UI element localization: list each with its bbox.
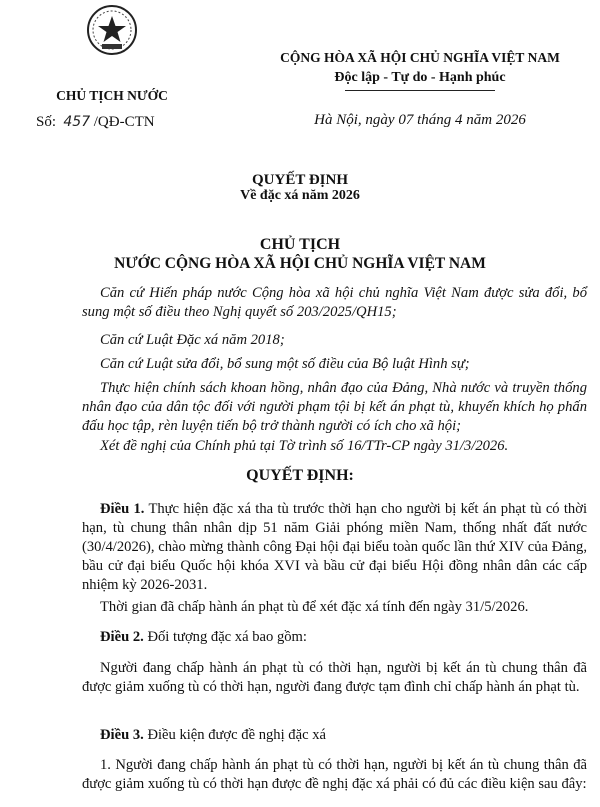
preamble-policy: Thực hiện chính sách khoan hồng, nhân đạo của Đảng, Nhà nước và truyền thống nhân đạo của dân tộc đối với người phạm tội bị kết án phạt tù, khuyến khích họ phấn đấu học tập, rèn luyện tiến bộ trở thành người có ích cho xã hội; [82, 380, 587, 434]
authority-country: NƯỚC CỘNG HÒA XÃ HỘI CHỦ NGHĨA VIỆT NAM [114, 255, 486, 272]
preamble-criminal-code: Căn cứ Luật sửa đổi, bổ sung một số điều của Bộ luật Hình sự; [100, 356, 470, 372]
article-3-text: Điều kiện được đề nghị đặc xá [147, 727, 326, 743]
issue-date [270, 112, 570, 129]
national-emblem-icon [86, 4, 138, 56]
nation-name: CỘNG HÒA XÃ HỘI CHỦ NGHĨA VIỆT NAM [280, 50, 560, 65]
date-prefix: Hà Nội, ngày [314, 112, 395, 128]
article-2-body: Người đang chấp hành án phạt tù có thời hạn, người bị kết án tù chung thân đã được giảm xuống tù có thời hạn, người đang được tạm đình chỉ chấp hành án phạt tù. [82, 660, 587, 695]
motto-underline [345, 90, 495, 91]
date-day-handwritten: 07 [398, 112, 414, 128]
document-number [36, 114, 155, 131]
preamble-proposal: Xét đề nghị của Chính phủ tại Tờ trình số 16/TTr-CP ngày 31/3/2026. [100, 438, 509, 454]
date-suffix: tháng 4 năm 2026 [417, 112, 526, 128]
article-3-item-1: 1. Người đang chấp hành án phạt tù có thời hạn, người bị kết án tù chung thân đã được giảm xuống tù có thời hạn được đề nghị đặc xá phải có đủ các điều kiện sau đây: [82, 757, 587, 792]
number-suffix: /QĐ-CTN [93, 114, 155, 130]
article-3-label: Điều 3. [100, 727, 144, 743]
article-3 [82, 726, 587, 745]
number-handwritten: 457 [63, 114, 91, 130]
article-1-time: Thời gian đã chấp hành án phạt tù để xét đặc xá tính đến ngày 31/5/2026. [100, 599, 529, 615]
document-type: QUYẾT ĐỊNH [252, 172, 348, 188]
article-1-text: Thực hiện đặc xá tha tù trước thời hạn cho người bị kết án phạt tù có thời hạn, tù chung thân nhân dịp 51 năm Giải phóng miền Nam, thống nhất đất nước (30/4/2026), chào mừng thành công Đại hội đại biểu toàn quốc lần thứ XIV của Đảng, bầu cử đại biểu Quốc hội khóa XVI và bầu cử đại biểu Hội đồng nhân dân các cấp nhiệm kỳ 2026-2031. [82, 501, 588, 593]
authority-title: CHỦ TỊCH [259, 236, 341, 253]
article-2 [82, 628, 587, 647]
number-prefix: Số: [36, 114, 57, 130]
article-1-label: Điều 1. [100, 501, 145, 517]
document-subject: Về đặc xá năm 2026 [240, 188, 360, 203]
issuer-name: CHỦ TỊCH NƯỚC [56, 88, 168, 103]
decision-heading: QUYẾT ĐỊNH: [246, 467, 354, 484]
article-1 [82, 500, 587, 595]
national-motto: Độc lập - Tự do - Hạnh phúc [334, 70, 506, 85]
preamble-constitution: Căn cứ Hiến pháp nước Cộng hòa xã hội chủ nghĩa Việt Nam được sửa đổi, bổ sung một số điều theo Nghị quyết số 203/2025/QH15; [82, 285, 587, 320]
article-2-label: Điều 2. [100, 629, 144, 645]
article-2-text: Đối tượng đặc xá bao gồm: [147, 629, 307, 645]
preamble-amnesty-law: Căn cứ Luật Đặc xá năm 2018; [100, 332, 285, 348]
